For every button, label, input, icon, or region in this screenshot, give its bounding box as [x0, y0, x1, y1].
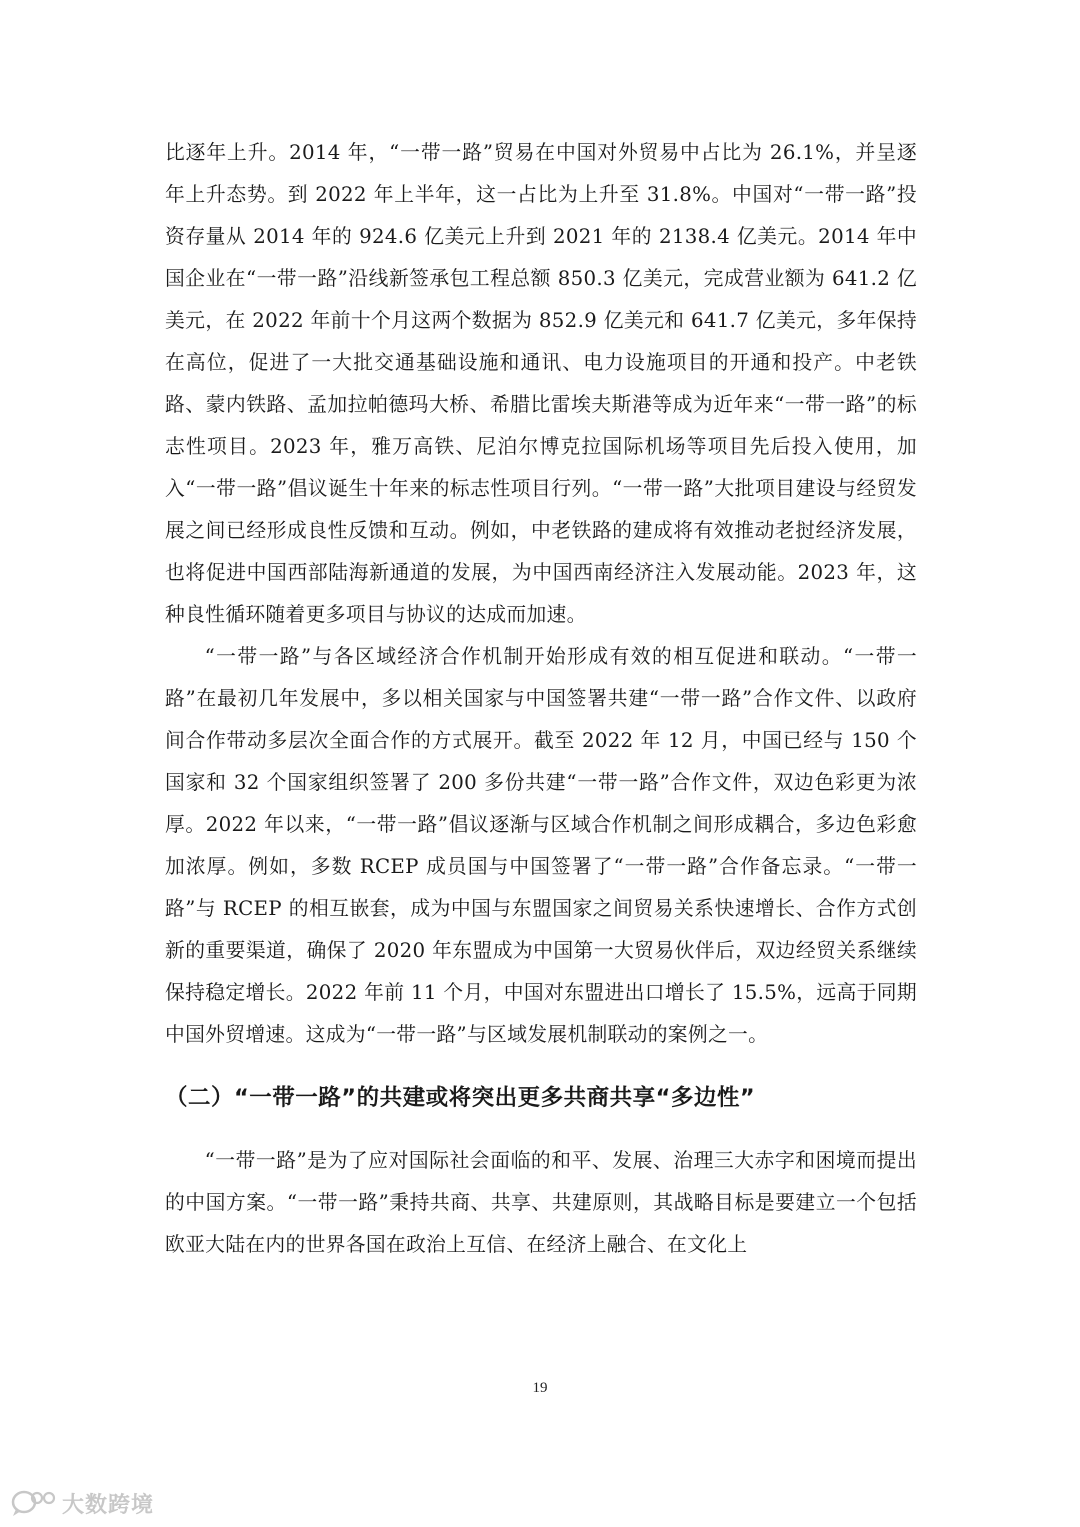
body-paragraph-3: “一带一路”是为了应对国际社会面临的和平、发展、治理三大赤字和困境而提出的中国方案。“一带一路”秉持共商、共享、共建原则，其战略目标是要建立一个包括欧亚大陆在内的世界各国在政治上互信、在经济上融合、在文化上	[165, 1149, 917, 1256]
section-heading: （二）“一带一路”的共建或将突出更多共商共享“多边性”	[165, 1085, 756, 1111]
body-paragraph-2: “一带一路”与各区域经济合作机制开始形成有效的相互促进和联动。“一带一路”在最初几年发展中，多以相关国家与中国签署共建“一带一路”合作文件、以政府间合作带动多层次全面合作的方式展开。截至 2022 年 12 月，中国已经与 150 个国家和 32 个国家组织签署了 200 多份共建“一带一路”合作文件，双边色彩更为浓厚。2022 年以来，“一带一路”倡议逐渐与区域合作机制之间形成耦合，多边色彩愈加浓厚。例如，多数 RCEP 成员国与中国签署了“一带一路”合作备忘录。“一带一路”与 RCEP 的相互嵌套，成为中国与东盟国家之间贸易关系快速增长、合作方式创新的重要渠道，确保了 2020 年东盟成为中国第一大贸易伙伴后，双边经贸关系继续保持稳定增长。2022 年前 11 个月，中国对东盟进出口增长了 15.5%，远高于同期中国外贸增速。这成为“一带一路”与区域发展机制联动的案例之一。	[165, 645, 917, 1046]
chat-bubble-logo-icon	[10, 1488, 58, 1518]
page-content	[165, 132, 917, 1266]
watermark	[10, 1487, 154, 1519]
body-paragraph-1: 比逐年上升。2014 年，“一带一路”贸易在中国对外贸易中占比为 26.1%，并呈逐年上升态势。到 2022 年上半年，这一占比为上升至 31.8%。中国对“一带一路”投资存量从 2014 年的 924.6 亿美元上升到 2021 年的 2138.4 亿美元。2014 年中国企业在“一带一路”沿线新签承包工程总额 850.3 亿美元，完成营业额为 641.2 亿美元，在 2022 年前十个月这两个数据为 852.9 亿美元和 641.7 亿美元，多年保持在高位，促进了一大批交通基础设施和通讯、电力设施项目的开通和投产。中老铁路、蒙内铁路、孟加拉帕德玛大桥、希腊比雷埃夫斯港等成为近年来“一带一路”的标志性项目。2023 年，雅万高铁、尼泊尔博克拉国际机场等项目先后投入使用，加入“一带一路”倡议诞生十年来的标志性项目行列。“一带一路”大批项目建设与经贸发展之间已经形成良性反馈和互动。例如，中老铁路的建成将有效推动老挝经济发展，也将促进中国西部陆海新通道的发展，为中国西南经济注入发展动能。2023 年，这种良性循环随着更多项目与协议的达成而加速。	[165, 141, 917, 626]
watermark-text: 大数跨境	[62, 1492, 155, 1518]
page-number: 19	[532, 1380, 548, 1396]
